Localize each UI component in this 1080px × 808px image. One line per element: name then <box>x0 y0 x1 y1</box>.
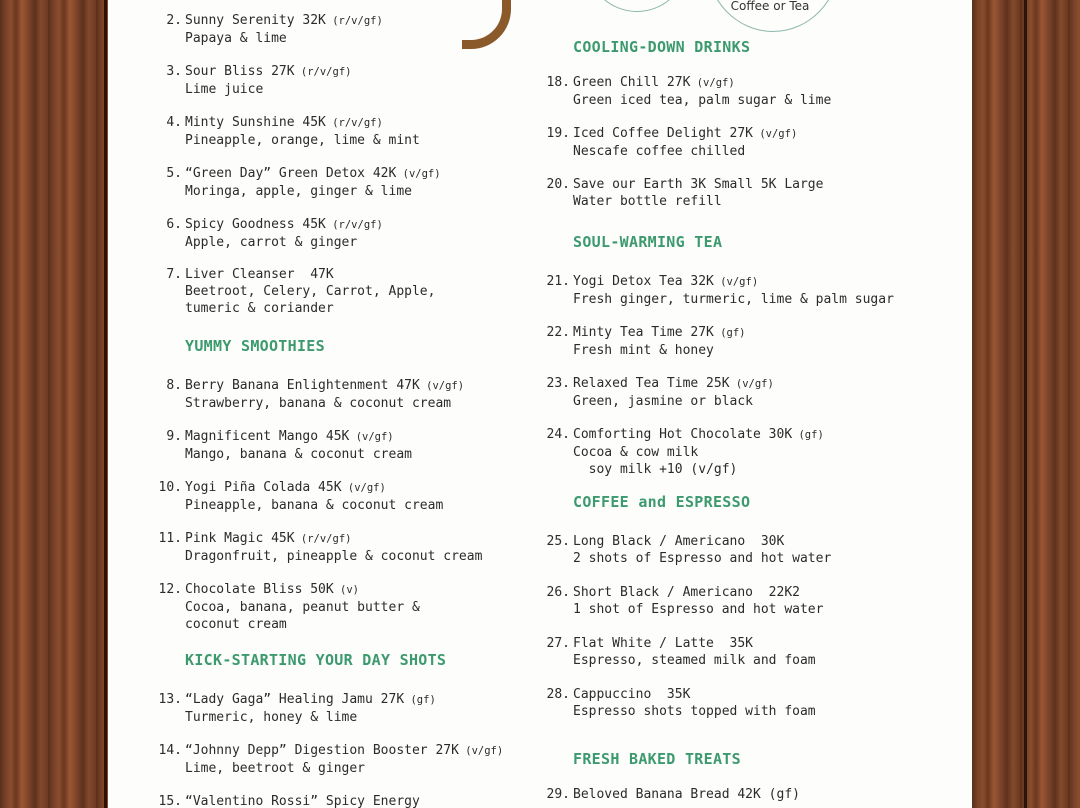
item-name: Pink Magic 45K <box>185 531 295 546</box>
item-diet-tag: (v/gf) <box>729 378 774 390</box>
item-diet-tag: (r/v/gf) <box>325 219 383 231</box>
item-number: 6. <box>166 217 182 232</box>
item-body <box>573 686 816 720</box>
item-body <box>573 125 797 160</box>
item-diet-tag: (gf) <box>792 429 824 441</box>
section-heading: COFFEE and ESPRESSO <box>573 493 751 511</box>
item-diet-tag: (v/gf) <box>690 77 735 89</box>
item-description: Lime juice <box>185 82 264 97</box>
item-number: 20. <box>546 177 570 192</box>
item-description: Espresso, steamed milk and foam <box>573 653 816 668</box>
item-description: Fresh ginger, turmeric, lime & palm sugar <box>573 292 894 307</box>
item-description: Dragonfruit, pineapple & coconut cream <box>185 549 483 564</box>
item-body <box>573 635 816 669</box>
section-heading: SOUL-WARMING TEA <box>573 233 723 251</box>
item-diet-tag: (v/gf) <box>713 276 759 288</box>
item-number: 27. <box>546 636 570 651</box>
item-body <box>185 377 464 412</box>
item-body <box>185 530 482 565</box>
menu-page <box>108 0 972 808</box>
item-body <box>185 793 420 808</box>
item-name: Cappuccino 35K <box>573 687 691 702</box>
plank-gap <box>1024 0 1027 808</box>
item-body <box>185 479 443 514</box>
item-number: 4. <box>166 115 182 130</box>
item-diet-tag: (v/gf) <box>419 380 465 392</box>
item-number: 7. <box>166 267 182 282</box>
item-number: 5. <box>166 166 182 181</box>
item-body <box>573 176 823 210</box>
item-number: 2. <box>166 13 182 28</box>
item-number: 8. <box>166 378 182 393</box>
item-body <box>185 691 436 726</box>
item-description: Water bottle refill <box>573 194 722 209</box>
item-body <box>185 165 441 200</box>
item-number: 15. <box>158 794 182 808</box>
item-diet-tag: (r/v/gf) <box>325 117 383 129</box>
item-body <box>185 428 412 463</box>
item-name: Berry Banana Enlightenment 47K <box>185 378 420 393</box>
item-description: Beetroot, Celery, Carrot, Apple, <box>185 284 436 299</box>
item-description: Lime, beetroot & ginger <box>185 761 366 776</box>
item-number: 28. <box>546 687 570 702</box>
wood-background-right <box>972 0 1080 808</box>
item-description: Papaya & lime <box>185 31 287 46</box>
item-name: Green Chill 27K <box>573 75 691 90</box>
item-body <box>185 114 420 149</box>
item-number: 14. <box>158 743 182 758</box>
item-number: 13. <box>158 692 182 707</box>
decorative-circle <box>586 0 688 12</box>
item-diet-tag: (gf) <box>404 694 436 706</box>
item-description: Strawberry, banana & coconut cream <box>185 396 452 411</box>
item-description: Pineapple, banana & coconut cream <box>185 498 444 513</box>
section-heading: FRESH BAKED TREATS <box>573 750 741 768</box>
item-description: Moringa, apple, ginger & lime <box>185 184 412 199</box>
item-name: Sour Bliss 27K <box>185 64 295 79</box>
item-body <box>573 74 831 109</box>
item-name: Chocolate Bliss 50K <box>185 582 334 597</box>
item-diet-tag: (r/v/gf) <box>325 15 383 27</box>
item-name: Short Black / Americano 22K2 <box>573 585 800 600</box>
item-description: Cocoa & cow milk <box>573 445 699 460</box>
item-name: Sunny Serenity 32K <box>185 13 326 28</box>
item-description: Green iced tea, palm sugar & lime <box>573 93 832 108</box>
item-description: coconut cream <box>185 617 287 632</box>
plank-gap <box>104 0 107 808</box>
item-name: Save our Earth 3K Small 5K Large <box>573 177 824 192</box>
item-diet-tag: (r/v/gf) <box>294 66 352 78</box>
item-diet-tag: (v/gf) <box>753 128 798 140</box>
item-diet-tag: (v/gf) <box>396 168 441 180</box>
item-number: 26. <box>546 585 570 600</box>
item-body <box>573 786 800 803</box>
item-diet-tag: (v/gf) <box>341 482 386 494</box>
item-name: Relaxed Tea Time 25K <box>573 376 730 391</box>
section-heading: COOLING-DOWN DRINKS <box>573 38 751 56</box>
item-body <box>185 216 383 251</box>
item-number: 24. <box>546 427 570 442</box>
item-body <box>573 324 746 359</box>
item-description: Apple, carrot & ginger <box>185 235 358 250</box>
item-number: 29. <box>546 787 570 802</box>
item-description: tumeric & coriander <box>185 301 334 316</box>
item-description: Green, jasmine or black <box>573 394 754 409</box>
item-number: 9. <box>166 429 182 444</box>
item-number: 23. <box>546 376 570 391</box>
item-description: Fresh mint & honey <box>573 343 714 358</box>
item-number: 11. <box>158 531 182 546</box>
item-number: 18. <box>546 75 570 90</box>
item-description: 2 shots of Espresso and hot water <box>573 551 832 566</box>
item-name: “Johnny Depp” Digestion Booster 27K <box>185 743 459 758</box>
item-number: 21. <box>546 274 570 289</box>
item-name: Spicy Goodness 45K <box>185 217 326 232</box>
item-diet-tag: (v) <box>333 584 360 596</box>
item-body <box>573 273 894 308</box>
item-name: Yogi Detox Tea 32K <box>573 274 714 289</box>
item-name: Minty Sunshine 45K <box>185 115 326 130</box>
section-heading: YUMMY SMOOTHIES <box>185 337 325 355</box>
item-body <box>185 742 503 777</box>
item-diet-tag: (gf) <box>713 327 746 339</box>
item-body <box>185 581 420 633</box>
item-description: Espresso shots topped with foam <box>573 704 816 719</box>
item-name: Yogi Piña Colada 45K <box>185 480 342 495</box>
wood-background-left <box>0 0 108 808</box>
item-description: Mango, banana & coconut cream <box>185 447 412 462</box>
item-number: 22. <box>546 325 570 340</box>
item-name: “Lady Gaga” Healing Jamu 27K <box>185 692 405 707</box>
item-name: “Valentino Rossi” Spicy Energy <box>185 794 420 808</box>
item-body <box>573 375 774 410</box>
item-number: 12. <box>158 582 182 597</box>
item-description: soy milk +10 (v/gf) <box>573 462 738 477</box>
item-description: Pineapple, orange, lime & mint <box>185 133 420 148</box>
circle-label: Coffee or Tea <box>730 0 810 13</box>
item-body <box>185 12 383 47</box>
item-name: “Green Day” Green Detox 42K <box>185 166 397 181</box>
item-body <box>185 63 351 98</box>
item-number: 19. <box>546 126 570 141</box>
item-description: Nescafe coffee chilled <box>573 144 746 159</box>
item-description: Cocoa, banana, peanut butter & <box>185 600 420 615</box>
item-name: Flat White / Latte 35K <box>573 636 754 651</box>
item-number: 10. <box>158 480 182 495</box>
item-description: Turmeric, honey & lime <box>185 710 358 725</box>
item-body <box>185 266 435 317</box>
item-name: Iced Coffee Delight 27K <box>573 126 754 141</box>
decorative-arc-graphic <box>462 0 511 49</box>
section-heading: KICK-STARTING YOUR DAY SHOTS <box>185 651 447 669</box>
item-diet-tag: (r/v/gf) <box>294 533 352 545</box>
item-name: Comforting Hot Chocolate 30K <box>573 427 793 442</box>
item-diet-tag: (v/gf) <box>458 745 504 757</box>
item-number: 3. <box>166 64 182 79</box>
item-body <box>573 533 831 567</box>
item-body <box>573 426 824 478</box>
item-diet-tag: (v/gf) <box>349 431 394 443</box>
item-name: Magnificent Mango 45K <box>185 429 350 444</box>
item-name: Beloved Banana Bread 42K (gf) <box>573 787 800 802</box>
item-description: 1 shot of Espresso and hot water <box>573 602 824 617</box>
item-number: 25. <box>546 534 570 549</box>
item-name: Minty Tea Time 27K <box>573 325 714 340</box>
item-name: Liver Cleanser 47K <box>185 267 334 282</box>
item-body <box>573 584 823 618</box>
item-name: Long Black / Americano 30K <box>573 534 785 549</box>
